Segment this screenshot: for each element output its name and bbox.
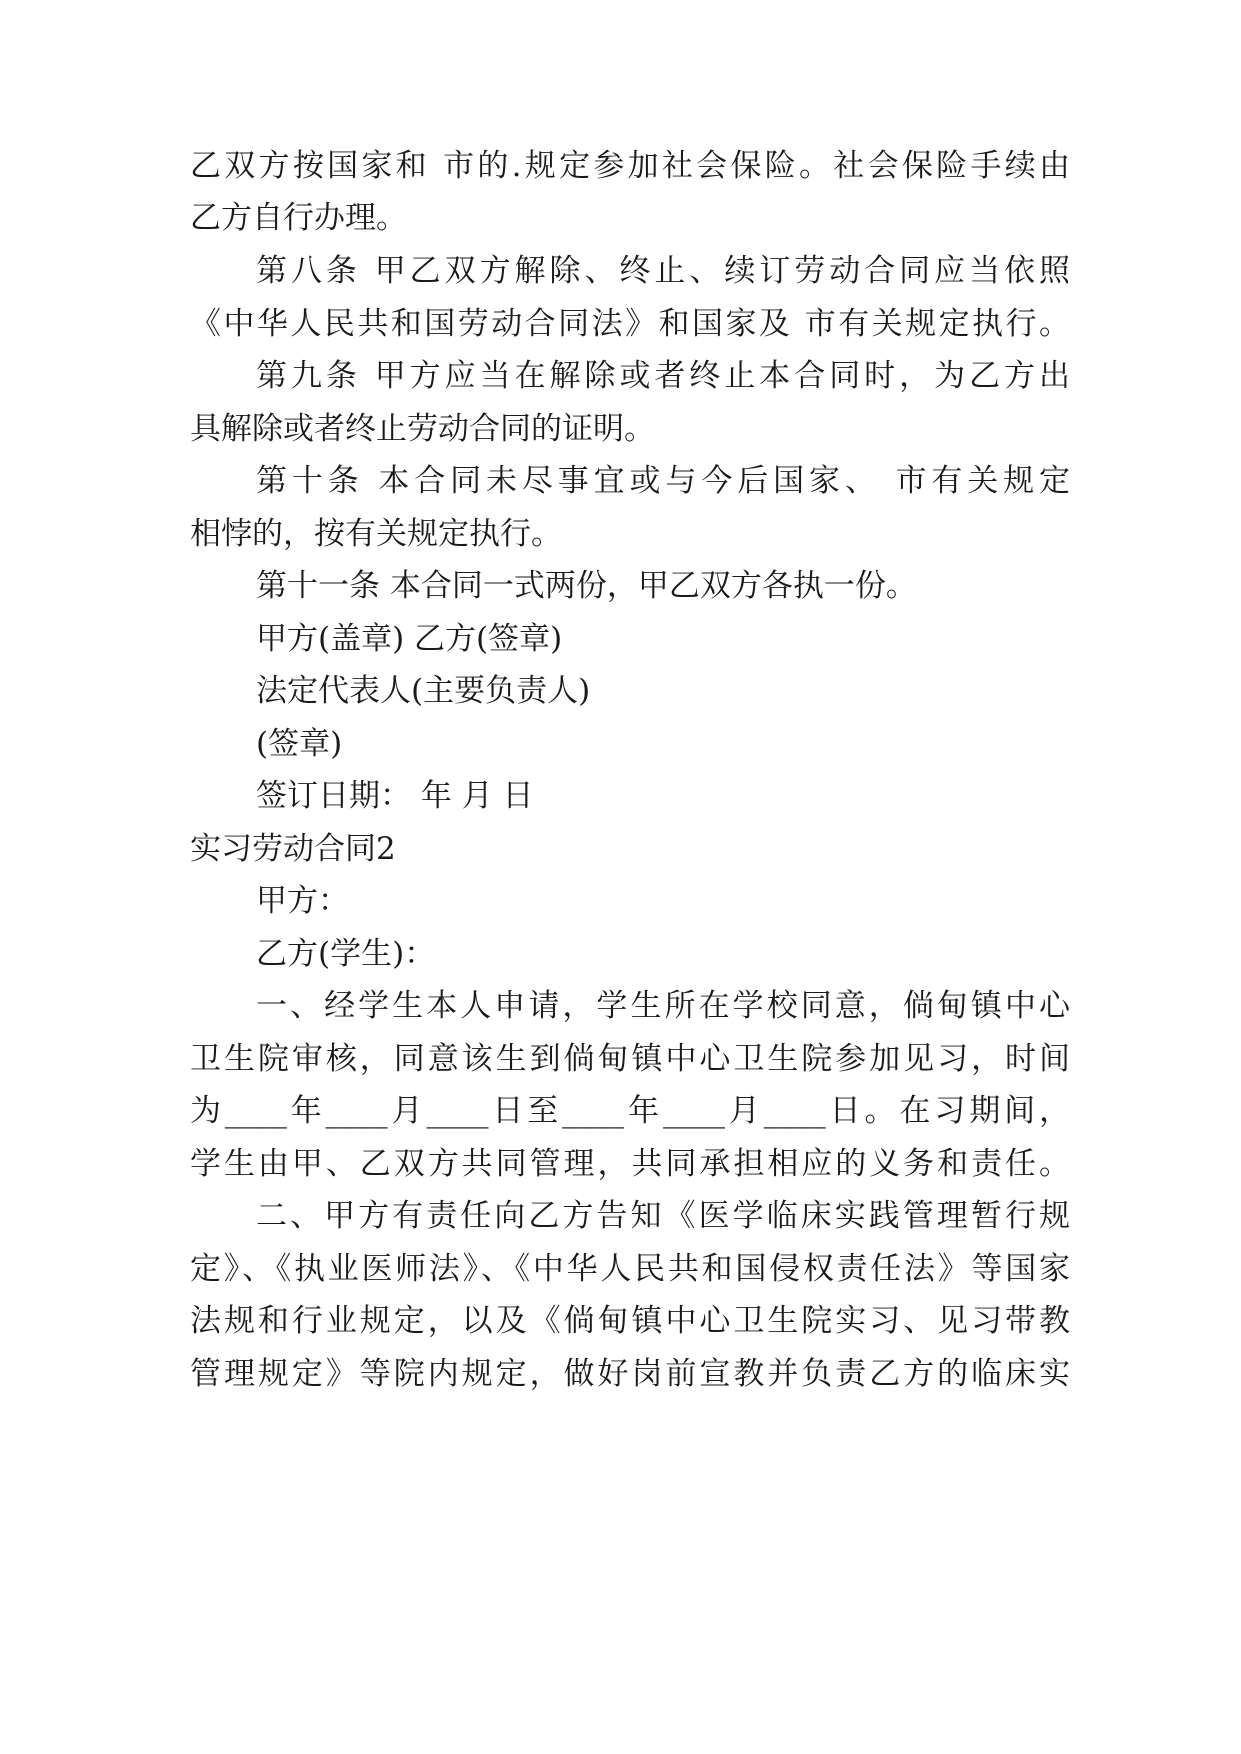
paragraph-line: 具解除或者终止劳动合同的证明。 [190,411,655,447]
paragraph-line: 乙双方按国家和 市的.规定参加社会保险。社会保险手续由 [190,148,1070,184]
article-8-line: 第八条 甲乙双方解除、终止、续订劳动合同应当依照 [256,253,1070,289]
paragraph-line: 定》、《执业医师法》、《中华人民共和国侵权责任法》等国家 [190,1251,1070,1287]
article-10-line: 第十条 本合同未尽事宜或与今后国家、 市有关规定 [256,463,1070,499]
party-b-line: 乙方(学生)： [256,936,436,972]
party-a-line: 甲方： [256,883,349,919]
article-9-line: 第九条 甲方应当在解除或者终止本合同时，为乙方出 [256,358,1070,394]
paragraph-line: 法规和行业规定，以及《倘甸镇中心卫生院实习、见习带教 [190,1303,1070,1339]
paragraph-line: 学生由甲、乙双方共同管理，共同承担相应的义务和责任。 [190,1146,1070,1182]
legal-representative-line: 法定代表人(主要负责人) [256,673,591,709]
signature-line: (签章) [256,726,343,762]
paragraph-line: 卫生院审核，同意该生到倘甸镇中心卫生院参加见习，时间 [190,1041,1070,1077]
signing-date-line: 签订日期： 年 月 日 [256,778,534,814]
paragraph-line: 《中华人民共和国劳动合同法》和国家及 市有关规定执行。 [190,306,1070,342]
article-11-line: 第十一条 本合同一式两份，甲乙双方各执一份。 [256,568,917,604]
paragraph-line: 相悖的，按有关规定执行。 [190,516,562,552]
paragraph-line: 为____年____月____日至____年____月____日。在习期间， [190,1093,1070,1129]
section-title: 实习劳动合同2 [190,831,396,867]
paragraph-line: 管理规定》等院内规定，做好岗前宣教并负责乙方的临床实 [190,1356,1070,1392]
signature-party-line: 甲方(盖章) 乙方(签章) [256,621,563,657]
paragraph-line: 乙方自行办理。 [190,200,407,236]
clause-2-line: 二、甲方有责任向乙方告知《医学临床实践管理暂行规 [256,1198,1070,1234]
clause-1-line: 一、经学生本人申请，学生所在学校同意，倘甸镇中心 [256,988,1070,1024]
